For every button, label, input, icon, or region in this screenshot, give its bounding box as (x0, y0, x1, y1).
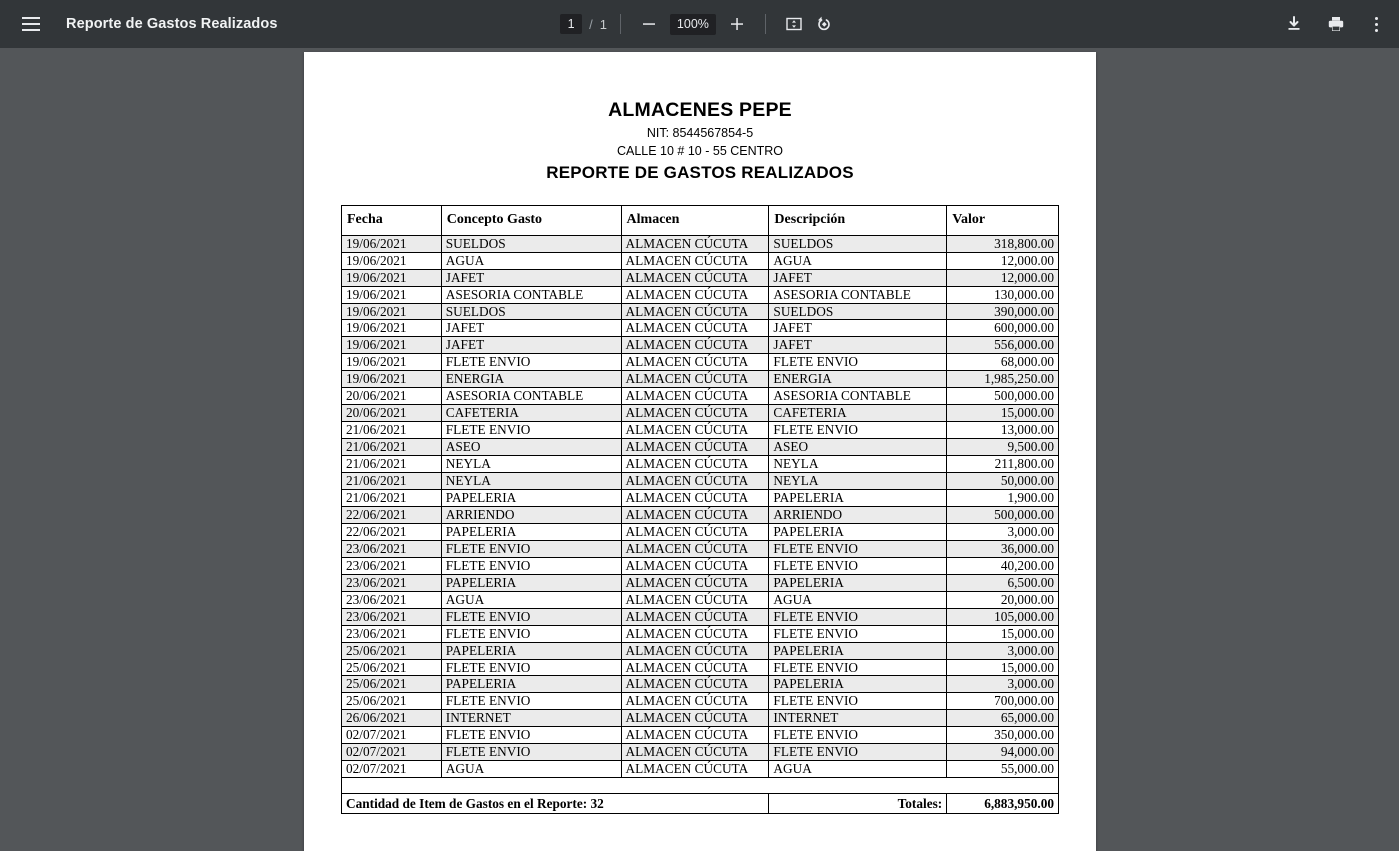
pdf-page (304, 52, 1096, 851)
table-row (342, 320, 1059, 337)
cell-concepto: FLETE ENVIO (441, 354, 621, 371)
cell-descripcion: ASESORIA CONTABLE (769, 286, 947, 303)
cell-almacen: ALMACEN CÚCUTA (621, 659, 769, 676)
cell-descripcion: ASESORIA CONTABLE (769, 388, 947, 405)
cell-descripcion: PAPELERIA (769, 642, 947, 659)
table-header (342, 206, 1059, 236)
cell-concepto: FLETE ENVIO (441, 608, 621, 625)
document-title: Reporte de Gastos Realizados (66, 16, 278, 32)
cell-almacen: ALMACEN CÚCUTA (621, 727, 769, 744)
cell-almacen: ALMACEN CÚCUTA (621, 523, 769, 540)
cell-almacen: ALMACEN CÚCUTA (621, 405, 769, 422)
toolbar-divider (765, 14, 766, 34)
cell-descripcion: JAFET (769, 337, 947, 354)
cell-descripcion: AGUA (769, 591, 947, 608)
cell-almacen: ALMACEN CÚCUTA (621, 371, 769, 388)
cell-descripcion: JAFET (769, 320, 947, 337)
cell-descripcion: AGUA (769, 761, 947, 778)
cell-valor: 13,000.00 (947, 422, 1059, 439)
cell-fecha: 23/06/2021 (342, 608, 442, 625)
table-row (342, 354, 1059, 371)
cell-descripcion: FLETE ENVIO (769, 727, 947, 744)
cell-valor: 600,000.00 (947, 320, 1059, 337)
cell-almacen: ALMACEN CÚCUTA (621, 286, 769, 303)
cell-descripcion: FLETE ENVIO (769, 693, 947, 710)
cell-fecha: 21/06/2021 (342, 439, 442, 456)
company-nit: NIT: 8544567854-5 (646, 126, 754, 140)
cell-descripcion: NEYLA (769, 456, 947, 473)
cell-descripcion: PAPELERIA (769, 489, 947, 506)
cell-almacen: ALMACEN CÚCUTA (621, 540, 769, 557)
cell-valor: 130,000.00 (947, 286, 1059, 303)
cell-concepto: JAFET (441, 337, 621, 354)
zoom-out-icon[interactable] (634, 9, 664, 39)
cell-concepto: NEYLA (441, 456, 621, 473)
toolbar-right-group (1279, 0, 1389, 48)
cell-concepto: JAFET (441, 320, 621, 337)
report-table-container (341, 205, 1059, 814)
more-options-icon[interactable] (1363, 9, 1389, 39)
cell-concepto: AGUA (441, 591, 621, 608)
page-total-count: 1 (599, 16, 607, 32)
cell-valor: 3,000.00 (947, 676, 1059, 693)
spacer-cell (342, 778, 1059, 794)
cell-almacen: ALMACEN CÚCUTA (621, 710, 769, 727)
cell-fecha: 20/06/2021 (342, 388, 442, 405)
table-row (342, 371, 1059, 388)
cell-fecha: 21/06/2021 (342, 473, 442, 490)
cell-almacen: ALMACEN CÚCUTA (621, 761, 769, 778)
cell-valor: 15,000.00 (947, 625, 1059, 642)
cell-descripcion: ENERGIA (769, 371, 947, 388)
cell-concepto: SUELDOS (441, 303, 621, 320)
cell-almacen: ALMACEN CÚCUTA (621, 608, 769, 625)
cell-almacen: ALMACEN CÚCUTA (621, 642, 769, 659)
cell-concepto: PAPELERIA (441, 642, 621, 659)
table-row (342, 574, 1059, 591)
cell-valor: 15,000.00 (947, 659, 1059, 676)
cell-fecha: 25/06/2021 (342, 693, 442, 710)
table-row (342, 659, 1059, 676)
cell-fecha: 22/06/2021 (342, 506, 442, 523)
cell-fecha: 25/06/2021 (342, 642, 442, 659)
cell-fecha: 23/06/2021 (342, 557, 442, 574)
cell-valor: 556,000.00 (947, 337, 1059, 354)
cell-valor: 3,000.00 (947, 523, 1059, 540)
table-row (342, 540, 1059, 557)
cell-descripcion: SUELDOS (769, 235, 947, 252)
cell-fecha: 19/06/2021 (342, 337, 442, 354)
cell-fecha: 22/06/2021 (342, 523, 442, 540)
cell-descripcion: CAFETERIA (769, 405, 947, 422)
cell-valor: 211,800.00 (947, 456, 1059, 473)
cell-valor: 1,985,250.00 (947, 371, 1059, 388)
cell-concepto: FLETE ENVIO (441, 744, 621, 761)
cell-fecha: 19/06/2021 (342, 320, 442, 337)
cell-almacen: ALMACEN CÚCUTA (621, 744, 769, 761)
table-row (342, 489, 1059, 506)
company-name: ALMACENES PEPE (608, 99, 792, 121)
cell-fecha: 23/06/2021 (342, 540, 442, 557)
cell-almacen: ALMACEN CÚCUTA (621, 473, 769, 490)
cell-concepto: NEYLA (441, 473, 621, 490)
table-row (342, 388, 1059, 405)
cell-valor: 12,000.00 (947, 252, 1059, 269)
cell-fecha: 19/06/2021 (342, 269, 442, 286)
cell-fecha: 23/06/2021 (342, 625, 442, 642)
table-row (342, 422, 1059, 439)
cell-fecha: 23/06/2021 (342, 591, 442, 608)
cell-almacen: ALMACEN CÚCUTA (621, 574, 769, 591)
cell-almacen: ALMACEN CÚCUTA (621, 439, 769, 456)
cell-descripcion: ARRIENDO (769, 506, 947, 523)
cell-valor: 65,000.00 (947, 710, 1059, 727)
cell-valor: 94,000.00 (947, 744, 1059, 761)
cell-fecha: 19/06/2021 (342, 286, 442, 303)
cell-descripcion: JAFET (769, 269, 947, 286)
cell-concepto: FLETE ENVIO (441, 659, 621, 676)
cell-valor: 350,000.00 (947, 727, 1059, 744)
cell-concepto: FLETE ENVIO (441, 422, 621, 439)
cell-concepto: FLETE ENVIO (441, 727, 621, 744)
cell-descripcion: PAPELERIA (769, 574, 947, 591)
cell-fecha: 26/06/2021 (342, 710, 442, 727)
cell-concepto: INTERNET (441, 710, 621, 727)
table-row (342, 591, 1059, 608)
cell-almacen: ALMACEN CÚCUTA (621, 676, 769, 693)
table-row (342, 727, 1059, 744)
cell-valor: 20,000.00 (947, 591, 1059, 608)
cell-fecha: 23/06/2021 (342, 574, 442, 591)
cell-concepto: FLETE ENVIO (441, 625, 621, 642)
cell-valor: 390,000.00 (947, 303, 1059, 320)
table-footer (342, 778, 1059, 814)
page-navigation (560, 14, 607, 34)
table-row (342, 693, 1059, 710)
cell-almacen: ALMACEN CÚCUTA (621, 506, 769, 523)
cell-valor: 15,000.00 (947, 405, 1059, 422)
table-row (342, 506, 1059, 523)
cell-fecha: 19/06/2021 (342, 371, 442, 388)
cell-descripcion: ASEO (769, 439, 947, 456)
cell-valor: 700,000.00 (947, 693, 1059, 710)
column-header-almacen: Almacen (621, 206, 769, 236)
cell-almacen: ALMACEN CÚCUTA (621, 320, 769, 337)
cell-concepto: ARRIENDO (441, 506, 621, 523)
report-header (304, 52, 1096, 183)
table-row (342, 523, 1059, 540)
cell-descripcion: PAPELERIA (769, 523, 947, 540)
column-header-valor: Valor (947, 206, 1059, 236)
kebab-dot (1375, 29, 1378, 32)
totals-value: 6,883,950.00 (947, 794, 1059, 814)
cell-concepto: AGUA (441, 252, 621, 269)
table-row (342, 303, 1059, 320)
totals-row (342, 794, 1059, 814)
cell-almacen: ALMACEN CÚCUTA (621, 388, 769, 405)
cell-descripcion: NEYLA (769, 473, 947, 490)
pdf-viewer-toolbar (0, 0, 1399, 48)
cell-concepto: PAPELERIA (441, 574, 621, 591)
cell-concepto: PAPELERIA (441, 489, 621, 506)
cell-valor: 36,000.00 (947, 540, 1059, 557)
cell-fecha: 02/07/2021 (342, 761, 442, 778)
spacer-row (342, 778, 1059, 794)
table-body (342, 235, 1059, 778)
table-row (342, 405, 1059, 422)
cell-concepto: CAFETERIA (441, 405, 621, 422)
table-header-row (342, 206, 1059, 236)
page-separator: / (589, 16, 593, 32)
fit-to-page-icon[interactable] (779, 9, 809, 39)
cell-descripcion: FLETE ENVIO (769, 608, 947, 625)
kebab-dot (1375, 17, 1378, 20)
cell-almacen: ALMACEN CÚCUTA (621, 557, 769, 574)
print-icon[interactable] (1321, 9, 1351, 39)
cell-valor: 105,000.00 (947, 608, 1059, 625)
cell-valor: 40,200.00 (947, 557, 1059, 574)
report-title: REPORTE DE GASTOS REALIZADOS (546, 163, 854, 182)
cell-concepto: ASESORIA CONTABLE (441, 388, 621, 405)
download-icon[interactable] (1279, 9, 1309, 39)
cell-concepto: ASESORIA CONTABLE (441, 286, 621, 303)
table-row (342, 286, 1059, 303)
toolbar-center-group (0, 0, 1399, 48)
cell-valor: 3,000.00 (947, 642, 1059, 659)
cell-concepto: AGUA (441, 761, 621, 778)
cell-fecha: 19/06/2021 (342, 354, 442, 371)
cell-descripcion: AGUA (769, 252, 947, 269)
cell-valor: 50,000.00 (947, 473, 1059, 490)
cell-fecha: 20/06/2021 (342, 405, 442, 422)
cell-fecha: 25/06/2021 (342, 676, 442, 693)
cell-valor: 12,000.00 (947, 269, 1059, 286)
cell-descripcion: FLETE ENVIO (769, 557, 947, 574)
cell-almacen: ALMACEN CÚCUTA (621, 693, 769, 710)
cell-fecha: 21/06/2021 (342, 489, 442, 506)
cell-almacen: ALMACEN CÚCUTA (621, 337, 769, 354)
cell-fecha: 21/06/2021 (342, 422, 442, 439)
cell-concepto: JAFET (441, 269, 621, 286)
cell-valor: 500,000.00 (947, 506, 1059, 523)
table-row (342, 761, 1059, 778)
cell-fecha: 25/06/2021 (342, 659, 442, 676)
table-row (342, 676, 1059, 693)
table-row (342, 439, 1059, 456)
cell-valor: 318,800.00 (947, 235, 1059, 252)
page-number-input[interactable] (560, 14, 582, 34)
cell-concepto: PAPELERIA (441, 523, 621, 540)
table-row (342, 269, 1059, 286)
cell-concepto: FLETE ENVIO (441, 693, 621, 710)
table-row (342, 473, 1059, 490)
cell-almacen: ALMACEN CÚCUTA (621, 456, 769, 473)
company-address: CALLE 10 # 10 - 55 CENTRO (616, 144, 784, 158)
cell-descripcion: FLETE ENVIO (769, 744, 947, 761)
cell-descripcion: FLETE ENVIO (769, 354, 947, 371)
cell-concepto: SUELDOS (441, 235, 621, 252)
items-count-label: Cantidad de Item de Gastos en el Reporte: 32 (342, 794, 769, 814)
table-row (342, 608, 1059, 625)
table-row (342, 710, 1059, 727)
cell-concepto: ENERGIA (441, 371, 621, 388)
pdf-viewer-area[interactable] (0, 48, 1399, 851)
cell-fecha: 19/06/2021 (342, 235, 442, 252)
rotate-counterclockwise-icon[interactable] (809, 9, 839, 39)
zoom-level-display[interactable]: 100% (670, 14, 716, 35)
cell-concepto: FLETE ENVIO (441, 540, 621, 557)
toolbar-divider (620, 14, 621, 34)
cell-almacen: ALMACEN CÚCUTA (621, 235, 769, 252)
cell-concepto: FLETE ENVIO (441, 557, 621, 574)
cell-concepto: ASEO (441, 439, 621, 456)
cell-almacen: ALMACEN CÚCUTA (621, 269, 769, 286)
table-row (342, 235, 1059, 252)
cell-descripcion: PAPELERIA (769, 676, 947, 693)
cell-valor: 68,000.00 (947, 354, 1059, 371)
expenses-table (341, 205, 1059, 814)
cell-fecha: 19/06/2021 (342, 252, 442, 269)
cell-fecha: 02/07/2021 (342, 727, 442, 744)
cell-valor: 9,500.00 (947, 439, 1059, 456)
cell-fecha: 19/06/2021 (342, 303, 442, 320)
column-header-concepto: Concepto Gasto (441, 206, 621, 236)
cell-descripcion: INTERNET (769, 710, 947, 727)
cell-concepto: PAPELERIA (441, 676, 621, 693)
cell-descripcion: FLETE ENVIO (769, 540, 947, 557)
cell-valor: 500,000.00 (947, 388, 1059, 405)
cell-fecha: 02/07/2021 (342, 744, 442, 761)
cell-almacen: ALMACEN CÚCUTA (621, 591, 769, 608)
table-row (342, 456, 1059, 473)
table-row (342, 252, 1059, 269)
zoom-in-icon[interactable] (722, 9, 752, 39)
cell-almacen: ALMACEN CÚCUTA (621, 489, 769, 506)
kebab-dot (1375, 23, 1378, 26)
cell-almacen: ALMACEN CÚCUTA (621, 354, 769, 371)
cell-valor: 1,900.00 (947, 489, 1059, 506)
table-row (342, 337, 1059, 354)
cell-almacen: ALMACEN CÚCUTA (621, 422, 769, 439)
cell-valor: 55,000.00 (947, 761, 1059, 778)
cell-descripcion: SUELDOS (769, 303, 947, 320)
table-row (342, 557, 1059, 574)
cell-descripcion: FLETE ENVIO (769, 659, 947, 676)
cell-descripcion: FLETE ENVIO (769, 422, 947, 439)
cell-descripcion: FLETE ENVIO (769, 625, 947, 642)
column-header-descripcion: Descripción (769, 206, 947, 236)
cell-almacen: ALMACEN CÚCUTA (621, 252, 769, 269)
table-row (342, 744, 1059, 761)
cell-almacen: ALMACEN CÚCUTA (621, 625, 769, 642)
table-row (342, 625, 1059, 642)
totals-label: Totales: (769, 794, 947, 814)
cell-valor: 6,500.00 (947, 574, 1059, 591)
column-header-fecha: Fecha (342, 206, 442, 236)
cell-almacen: ALMACEN CÚCUTA (621, 303, 769, 320)
table-row (342, 642, 1059, 659)
cell-fecha: 21/06/2021 (342, 456, 442, 473)
